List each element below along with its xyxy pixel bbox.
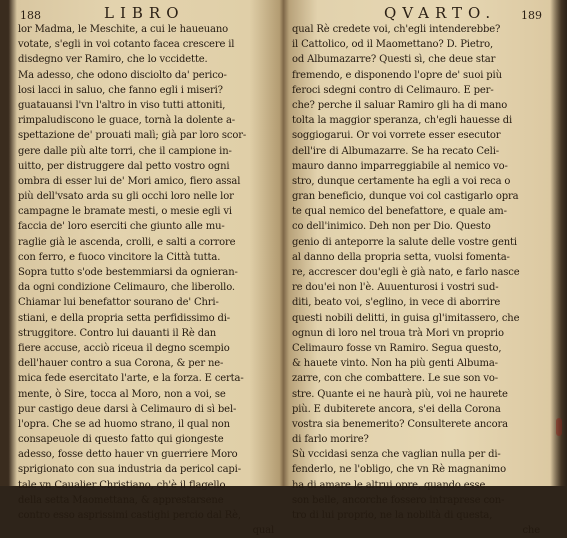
text-line: tolta la maggior speranza, ch'egli hauesse di xyxy=(292,115,513,127)
text-line: disdegno ver Ramiro, che lo vccidette. xyxy=(18,54,208,66)
left-page-header xyxy=(12,4,280,24)
text-line: lor Madma, le Meschite, a cui le haueuano xyxy=(18,24,229,35)
text-line: raglie già le ascenda, crolli, e salti a corrore xyxy=(18,236,236,248)
text-line: Celimauro fosse vn Ramiro. Segua questo, xyxy=(292,342,502,354)
text-line: Sù vccidasi senza che vaglian nulla per di- xyxy=(292,449,501,461)
text-line: struggitore. Contro lui dauanti il Rè dan xyxy=(18,327,217,339)
text-line: stro, dunque certamente ha egli a voi reca o xyxy=(292,175,511,187)
text-line: consapeuole di questo fatto qui giongeste xyxy=(18,434,224,446)
text-line: od Albumazarre? Questi sì, che deue star xyxy=(292,54,496,66)
text-line: zarre, con che combattere. Le sue son vo- xyxy=(292,373,498,385)
text-line: Sopra tutto s'ode bestemmiarsi da ognieran- xyxy=(18,267,238,278)
text-line: questi nobili delitti, in guisa gl'imitassero, che xyxy=(292,312,520,324)
text-line: fenderlo, ne l'obligo, che vn Rè magnanimo xyxy=(292,464,506,476)
text-line: co dell'inimico. Deh non per Dio. Questo xyxy=(292,221,491,233)
catchword: qual xyxy=(252,525,274,537)
text-line: faccia de' loro eserciti che giunto alle mu- xyxy=(18,221,225,233)
text-line: spettazione de' prouati malì; già par loro scor- xyxy=(18,130,247,142)
left-page xyxy=(12,0,280,537)
text-line: gere dalle più alte torri, che il campione in- xyxy=(18,145,232,157)
text-line: adesso, fosse detto hauer vn guerriere Moro xyxy=(18,449,238,461)
text-line: diti, beato voi, s'eglino, in vece di aborrire xyxy=(292,297,501,309)
text-line: dell'hauer contro a sua Corona, & per ne- xyxy=(18,358,224,370)
left-page-number: 188 xyxy=(20,9,41,22)
text-line: della setta Maomettana, & apprestarsene xyxy=(18,494,224,506)
text-line: mauro danno imparreggiabile al nemico vo- xyxy=(292,160,508,172)
text-line: rimpaludiscono le guace, tornà la dolente a- xyxy=(18,115,236,127)
text-line: al danno della propria setta, vuolsi fomenta- xyxy=(292,251,510,263)
text-line: che? perche il saluar Ramiro gli ha di mano xyxy=(292,99,508,111)
text-line: tale vn Caualier Christiano, ch'è il flagello xyxy=(18,479,226,491)
text-line: di farlo morire? xyxy=(292,434,369,446)
text-line: qual Rè credete voi, ch'egli intenderebbe? xyxy=(292,24,501,35)
text-line: guatauansi l'vn l'altro in viso tutti attoniti, xyxy=(18,99,226,111)
text-line: son belle, ancorche fossero intraprese con- xyxy=(292,494,505,506)
text-line: votate, s'egli in voi cotanto facea crescere il xyxy=(18,39,235,51)
text-line: ha di amare le altrui opre, quando esse xyxy=(292,479,486,491)
text-line: te qual nemico del benefattore, e quale am- xyxy=(292,206,507,218)
page-edge-shadow xyxy=(551,0,567,486)
text-line: Chiamar lui benefattor sourano de' Chri- xyxy=(18,297,219,309)
text-line: soggiogarui. Or voi vorrete esser esecutor xyxy=(292,130,501,142)
text-line: genio di anteporre la salute delle vostre genti xyxy=(292,236,517,248)
text-line: pur castigo deue darsi à Celimauro di sì bel- xyxy=(18,403,237,415)
right-running-head: QVARTO. xyxy=(384,4,497,22)
text-line: ombra di esser lui de' Mori amico, fiero assal xyxy=(18,175,241,187)
text-line: fiere accuse, acciò riceua il degno scempio xyxy=(18,342,230,354)
text-line: con ferro, e fuoco vincitore la Città tutta. xyxy=(18,251,221,263)
text-line: feroci sdegni contro di Celimauro. E per- xyxy=(292,84,494,96)
text-line: fremendo, e disponendo l'opre de' suoi più xyxy=(292,69,502,81)
text-line: uitto, per distruggere dal petto vostro ogni xyxy=(18,160,230,172)
text-line: ognun di loro nel troua trà Mori vn proprio xyxy=(292,327,504,339)
text-line: mica fede esercitato l'arte, e la forza. E certa- xyxy=(18,373,244,385)
text-line: re, accrescer dou'egli è già nato, e farlo nasce xyxy=(292,267,520,278)
text-line: re dou'ei non l'è. Auuenturosi i vostri sud- xyxy=(292,282,499,294)
text-line: più dell'vsato arda su gli occhi loro nelle lor xyxy=(18,191,234,203)
left-page-text xyxy=(12,22,280,538)
left-running-head: LIBRO xyxy=(104,4,185,22)
text-line: losi lacci in saluo, che fanno egli i miseri? xyxy=(18,84,223,96)
text-line: più. E dubiterete ancora, s'ei della Corona xyxy=(292,403,501,415)
text-line: sprigionato con sua industria da pericol capi- xyxy=(18,464,241,476)
right-page-number: 189 xyxy=(521,9,542,22)
text-line: Ma adesso, che odono disciolto da' perico- xyxy=(18,69,227,81)
right-page-text xyxy=(290,22,546,538)
text-line: dell'ire di Albumazarre. Se ha recato Celi- xyxy=(292,145,499,157)
text-line: mente, ò Sire, tocca al Moro, non a voi, se xyxy=(18,388,226,400)
text-line: contro esso asprissimi castighi percio dal Rè, xyxy=(18,510,241,521)
catchword: che xyxy=(522,525,540,537)
text-line: gran beneficio, dunque voi col castigarlo opra xyxy=(292,191,519,203)
text-line: l'opra. Che se ad huomo strano, il qual non xyxy=(18,418,230,430)
text-line: il Cattolico, od il Maomettano? D. Pietro, xyxy=(292,39,493,51)
text-line: & hauete vinto. Non ha più genti Albuma- xyxy=(292,358,498,370)
right-page xyxy=(290,0,546,537)
text-line: stre. Quante ei ne haurà più, voi ne haurete xyxy=(292,388,508,400)
text-line: stiani, e della propria setta perfidissimo di- xyxy=(18,312,231,324)
right-page-header xyxy=(290,4,546,24)
text-line: campagne le bramate mesti, o mesie egli vi xyxy=(18,206,232,218)
text-line: vostra sia benemerito? Consulterete ancora xyxy=(292,418,508,430)
text-line: tro di lui proprio, ne la nobiltà di questa, xyxy=(292,510,493,521)
text-line: da ogni condizione Celimauro, che liberollo. xyxy=(18,282,235,294)
